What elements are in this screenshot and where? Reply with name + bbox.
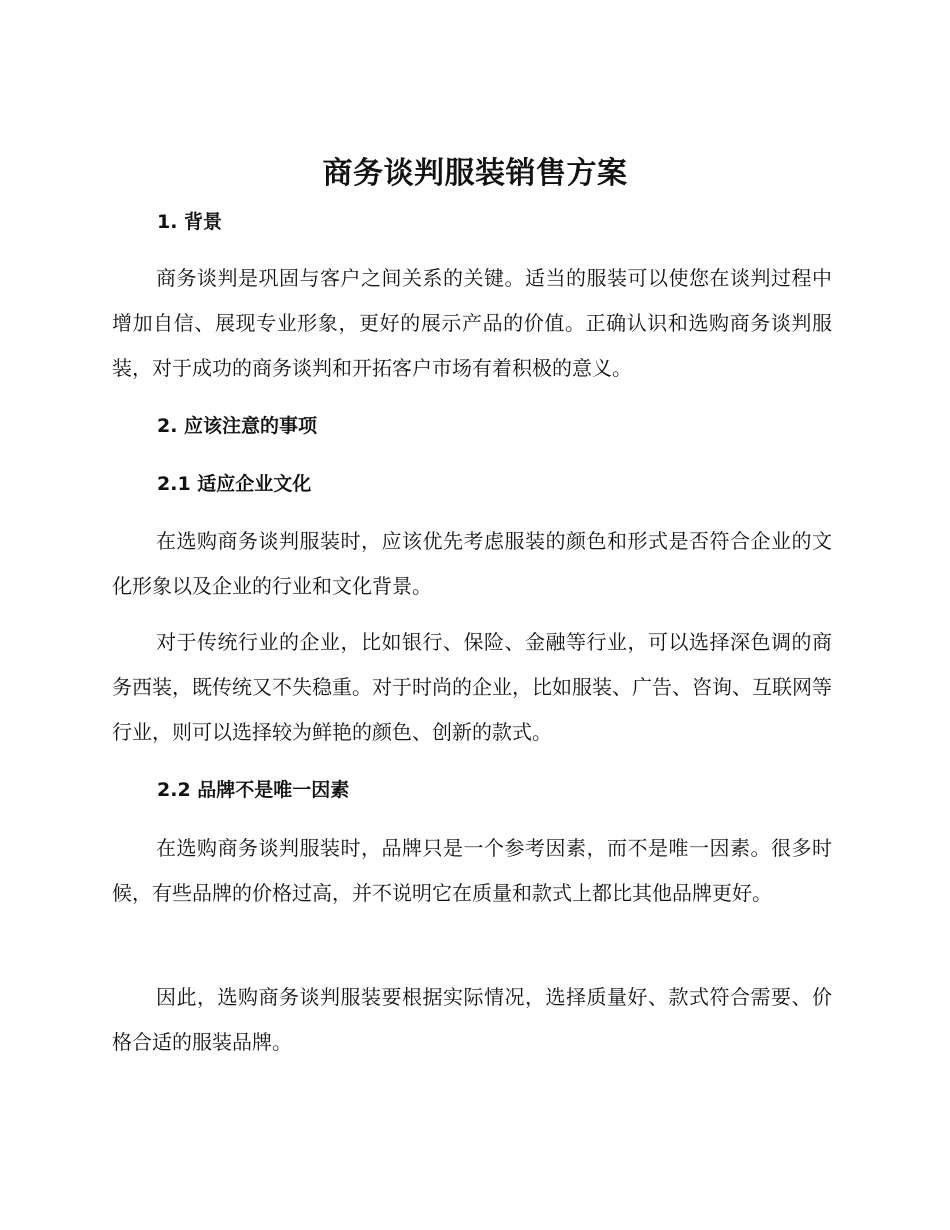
paragraph-brand-1: 在选购商务谈判服装时，品牌只是一个参考因素，而不是唯一因素。很多时候，有些品牌的价格过高，并不说明它在质量和款式上都比其他品牌更好。 bbox=[112, 836, 832, 905]
paragraph-culture-1: 在选购商务谈判服装时，应该优先考虑服装的颜色和形式是否符合企业的文化形象以及企业的行业和文化背景。 bbox=[112, 529, 832, 598]
document-title: 商务谈判服装销售方案 bbox=[322, 156, 628, 191]
paragraph-culture-2: 对于传统行业的企业，比如银行、保险、金融等行业，可以选择深色调的商务西装，既传统又不失稳重。对于时尚的企业，比如服装、广告、咨询、互联网等行业，则可以选择较为鲜艳的颜色、创新的款式。 bbox=[112, 630, 832, 744]
subsection-heading-brand: 2.2 品牌不是唯一因素 bbox=[157, 779, 350, 801]
subsection-heading-culture: 2.1 适应企业文化 bbox=[157, 473, 312, 495]
section-heading-notes: 2. 应该注意的事项 bbox=[157, 415, 318, 437]
paragraph-background: 商务谈判是巩固与客户之间关系的关键。适当的服装可以使您在谈判过程中增加自信、展现专业形象，更好的展示产品的价值。正确认识和选购商务谈判服装，对于成功的商务谈判和开拓客户市场有着积极的意义。 bbox=[112, 266, 832, 380]
paragraph-brand-2: 因此，选购商务谈判服装要根据实际情况，选择质量好、款式符合需要、价格合适的服装品牌。 bbox=[112, 985, 832, 1054]
section-heading-background: 1. 背景 bbox=[157, 211, 223, 233]
